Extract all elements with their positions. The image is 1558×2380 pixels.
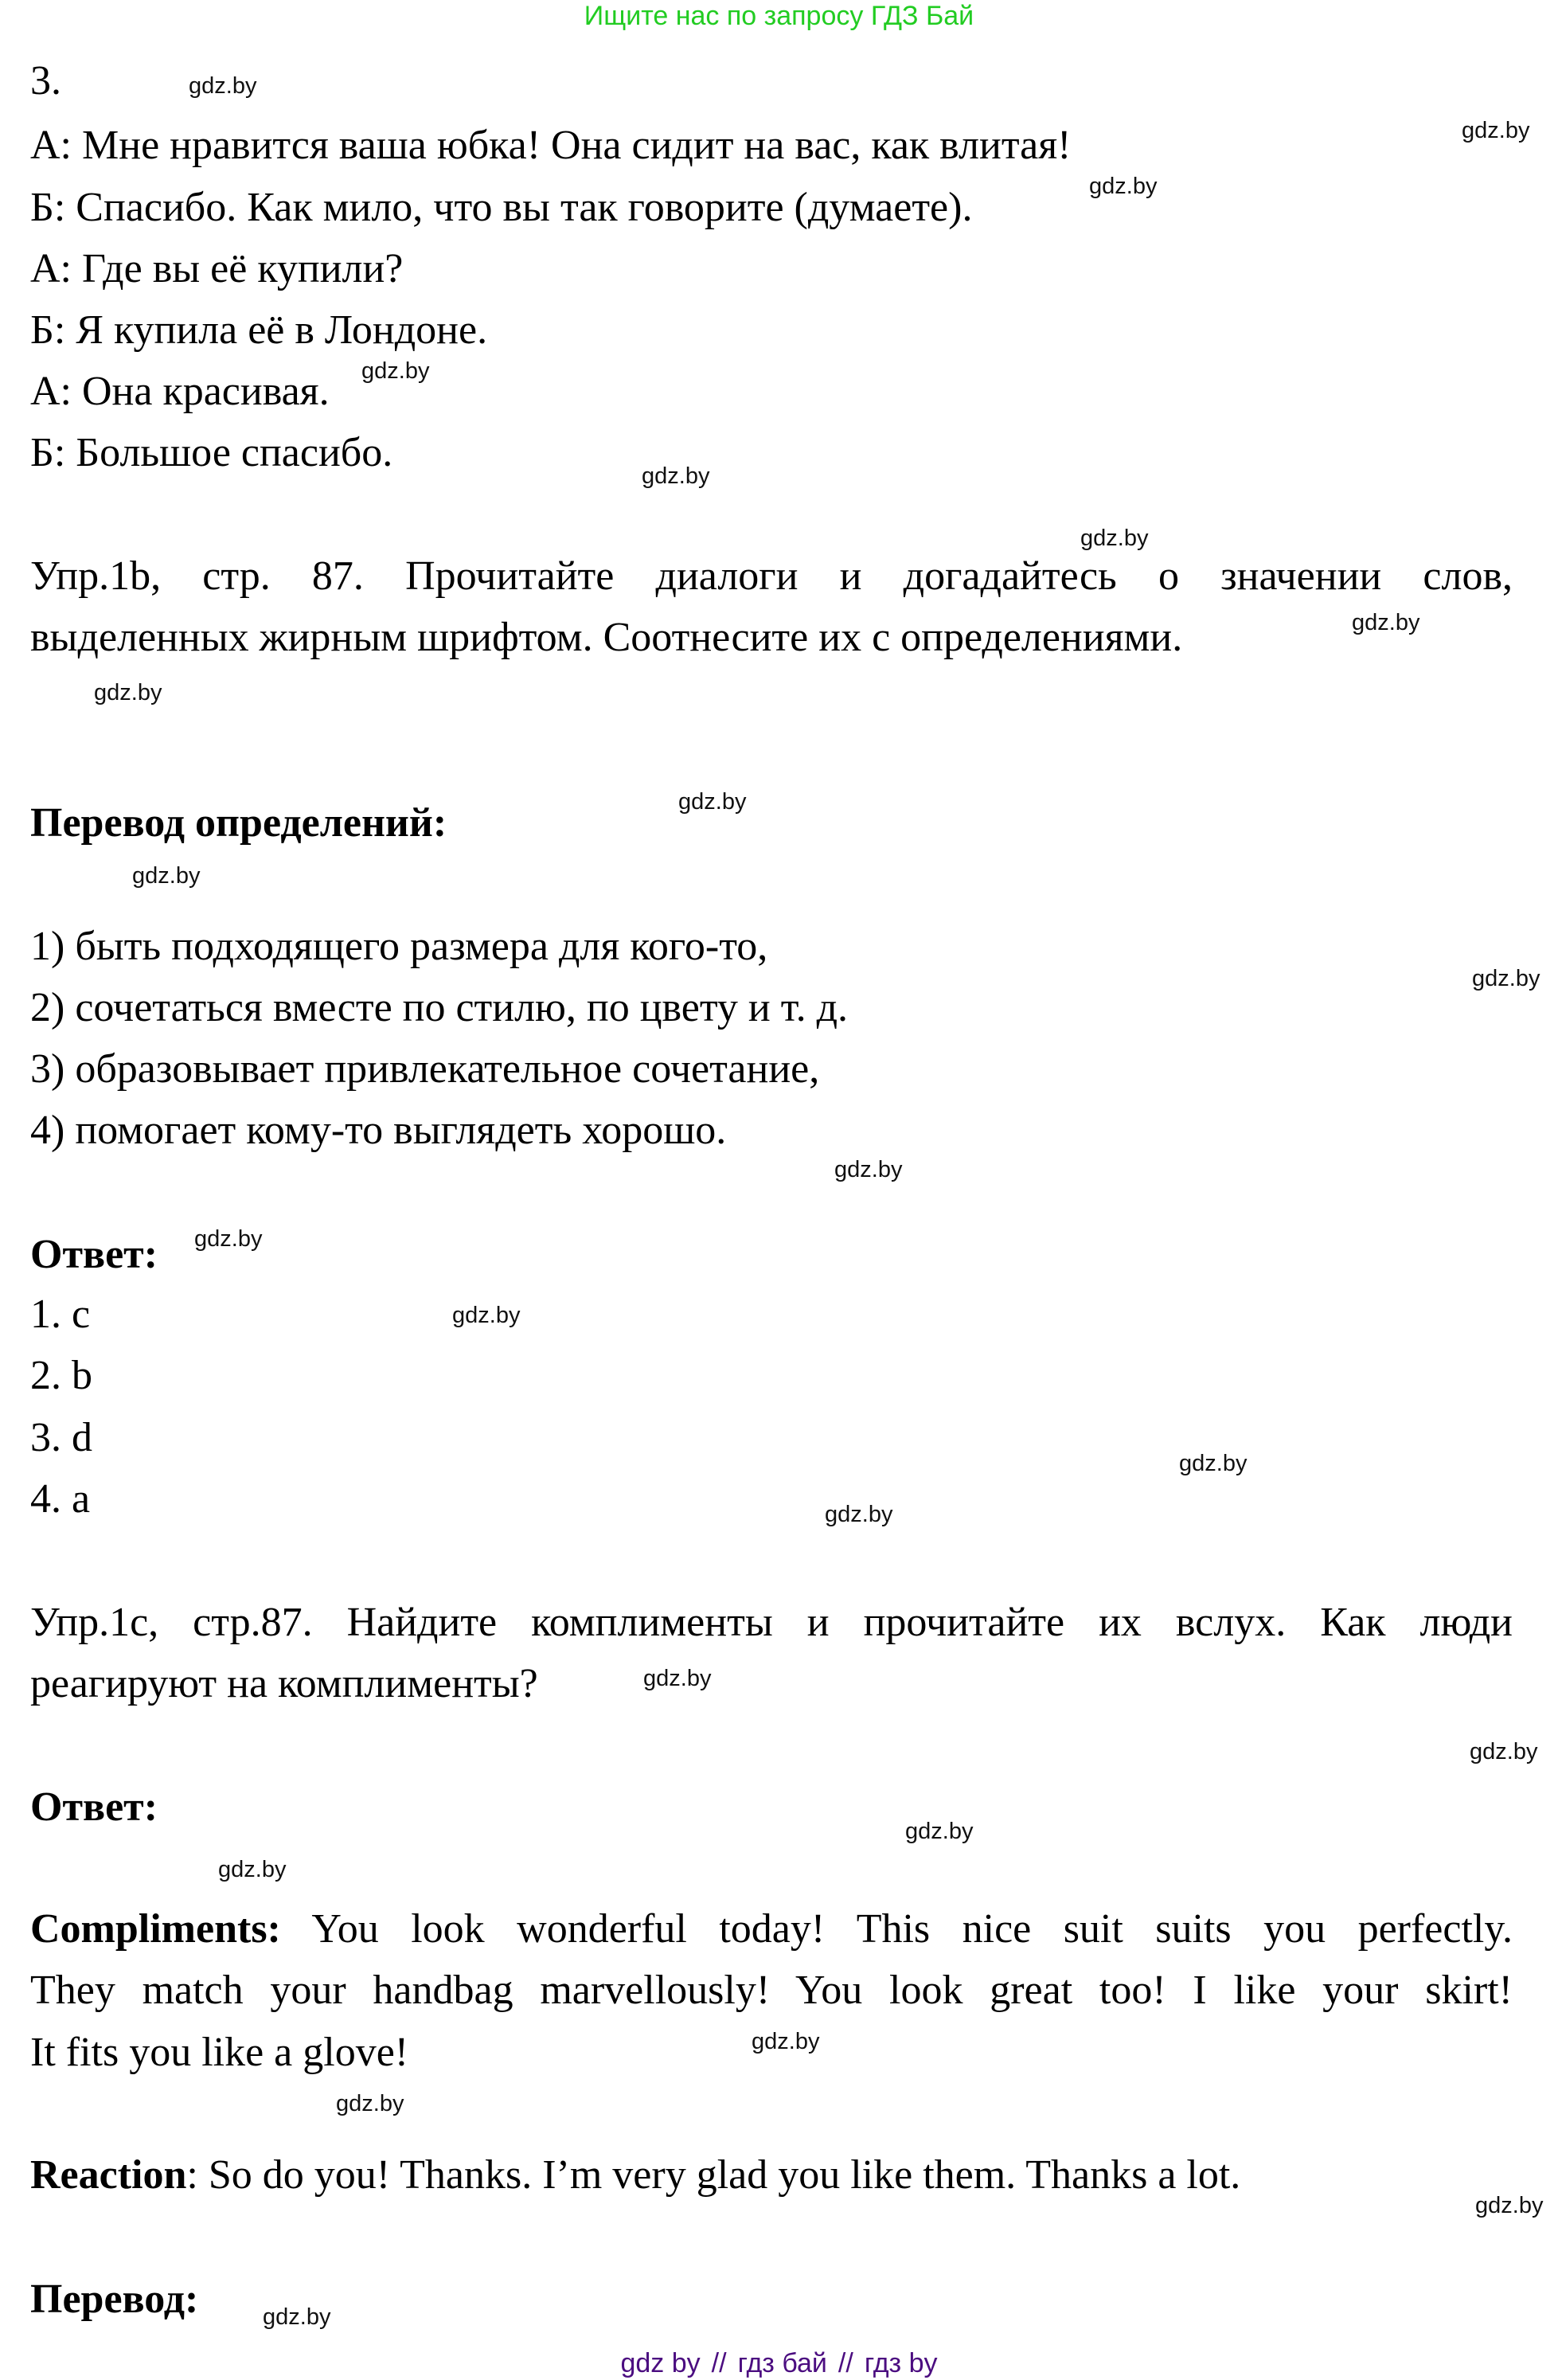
watermark: gdz.by (834, 1157, 903, 1182)
compliments-label: Compliments: (30, 1906, 281, 1952)
definition-item: 1) быть подходящего размера для кого-то, (30, 924, 768, 969)
watermark: gdz.by (361, 358, 430, 384)
footer-link-gdz-by-cyr[interactable]: гдз by (864, 2348, 938, 2378)
watermark: gdz.by (678, 789, 747, 815)
watermark: gdz.by (94, 680, 162, 705)
compliments-line2: They match your handbag marvellously! You look great too! I like your skirt! (30, 1968, 1513, 2013)
reaction-line (30, 2151, 1240, 2199)
watermark: gdz.by (1179, 1451, 1248, 1476)
translation-heading: Перевод: (30, 2276, 199, 2322)
watermark: gdz.by (1462, 118, 1530, 143)
dialog-line: Б: Спасибо. Как мило, что вы так говорите (думаете). (30, 185, 973, 230)
exercise-1c-task-line1: Упр.1c, стр.87. Найдите комплименты и прочитайте их вслух. Как люди (30, 1600, 1513, 1645)
exercise-1b-task-line1: Упр.1b, стр. 87. Прочитайте диалоги и догадайтесь о значении слов, (30, 553, 1513, 599)
watermark: gdz.by (263, 2304, 331, 2330)
watermark: gdz.by (825, 1502, 893, 1527)
watermark: gdz.by (643, 1666, 712, 1691)
dialog-line: Б: Я купила её в Лондоне. (30, 307, 488, 353)
watermark: gdz.by (752, 2029, 820, 2054)
watermark: gdz.by (189, 73, 257, 99)
dialog-line: А: Где вы её купили? (30, 246, 404, 291)
answer-item: 3. d (30, 1415, 92, 1460)
watermark: gdz.by (336, 2091, 404, 2116)
watermark: gdz.by (1080, 526, 1149, 551)
watermark: gdz.by (1089, 174, 1158, 199)
footer-separator: // (711, 2348, 727, 2378)
definition-item: 2) сочетаться вместе по стилю, по цвету и т. д. (30, 985, 849, 1030)
header-banner: Ищите нас по запросу ГДЗ Бай (584, 1, 974, 31)
section-number: 3. (30, 58, 61, 104)
answer-heading-2: Ответ: (30, 1784, 158, 1830)
compliments-line3: It fits you like a glove! (30, 2030, 409, 2075)
dialog-line: Б: Большое спасибо. (30, 430, 393, 475)
watermark: gdz.by (132, 863, 201, 889)
watermark: gdz.by (194, 1226, 263, 1252)
answer-heading: Ответ: (30, 1232, 158, 1277)
footer-separator: // (838, 2348, 853, 2378)
compliments-text: You look wonderful today! This nice suit suits you perfectly. (280, 1906, 1513, 1952)
dialog-line: А: Она красивая. (30, 369, 330, 414)
dialog-line: А: Мне нравится ваша юбка! Она сидит на вас, как влитая! (30, 123, 1072, 168)
definitions-heading: Перевод определений: (30, 800, 447, 846)
answer-item: 4. a (30, 1476, 91, 1522)
footer-link-gdz-bai[interactable]: гдз бай (737, 2348, 827, 2378)
answer-item: 1. c (30, 1292, 91, 1337)
reaction-label: Reaction (30, 2152, 187, 2198)
compliments-line1 (30, 1905, 1513, 1953)
watermark: gdz.by (452, 1303, 521, 1328)
footer-link-gdz-by[interactable]: gdz by (620, 2348, 701, 2378)
exercise-1b-task-line2: выделенных жирным шрифтом. Соотнесите их с определениями. (30, 615, 1183, 660)
watermark: gdz.by (218, 1857, 287, 1882)
watermark: gdz.by (1352, 610, 1420, 635)
watermark: gdz.by (1470, 1739, 1538, 1764)
watermark: gdz.by (1472, 966, 1540, 991)
definition-item: 3) образовывает привлекательное сочетание, (30, 1046, 820, 1092)
definition-item: 4) помогает кому-то выглядеть хорошо. (30, 1108, 727, 1153)
watermark: gdz.by (1475, 2193, 1544, 2218)
watermark: gdz.by (905, 1819, 974, 1844)
watermark: gdz.by (642, 463, 710, 489)
footer-links (0, 2347, 1558, 2379)
exercise-1c-task-line2: реагируют на комплименты? (30, 1661, 538, 1706)
answer-item: 2. b (30, 1353, 92, 1398)
reaction-text: : So do you! Thanks. I’m very glad you like them. Thanks a lot. (186, 2152, 1241, 2198)
